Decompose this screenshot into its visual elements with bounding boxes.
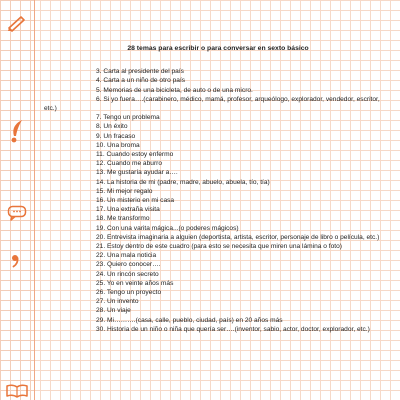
item-number: 25. xyxy=(96,279,106,287)
list-item xyxy=(44,76,392,85)
item-text: Me gustaría ayudar a…. xyxy=(107,169,178,177)
item-number: 5. xyxy=(96,86,102,94)
speech-bubble-icon xyxy=(7,205,27,221)
comma-icon xyxy=(11,254,21,268)
list-item xyxy=(44,325,392,334)
list-item xyxy=(44,95,392,113)
left-margin xyxy=(0,0,34,400)
list-item xyxy=(44,306,392,315)
list-item xyxy=(44,288,392,297)
topic-list xyxy=(44,67,392,334)
item-number: 11. xyxy=(96,151,105,159)
list-item xyxy=(44,242,392,251)
item-text: Mi mejor regalo xyxy=(107,187,153,195)
item-number: 4. xyxy=(96,77,102,85)
list-item xyxy=(44,168,392,177)
list-item xyxy=(44,214,392,223)
list-item xyxy=(44,113,392,122)
item-number: 30. xyxy=(96,325,106,333)
item-number: 15. xyxy=(96,187,106,195)
list-item xyxy=(44,279,392,288)
item-number: 7. xyxy=(96,114,102,122)
item-text: Me transformo xyxy=(107,215,150,223)
item-text: Mi……….(casa, calle, pueblo, ciudad, país) en 20 años más xyxy=(107,316,283,324)
item-number: 13. xyxy=(96,169,106,177)
item-number: 10. xyxy=(96,141,106,149)
list-item xyxy=(44,196,392,205)
item-text: Tengo un problema xyxy=(103,114,160,122)
list-item xyxy=(44,316,392,325)
list-item xyxy=(44,251,392,260)
list-item xyxy=(44,67,392,76)
list-item xyxy=(44,205,392,214)
item-number: 18. xyxy=(96,215,106,223)
list-item xyxy=(44,233,392,242)
item-text: Tengo un proyecto xyxy=(106,289,162,297)
item-text: Carta a un niño de otro país xyxy=(103,77,186,85)
list-item xyxy=(44,122,392,131)
item-text: Estoy dentro de este cuadro (para esto se necesita que miren una lámina o foto) xyxy=(107,243,342,251)
item-text: La historia de mi (padre, madre, abuelo, abuela, tío, tía) xyxy=(107,178,270,186)
list-item xyxy=(44,260,392,269)
list-item xyxy=(44,270,392,279)
item-text: Una extraña visita xyxy=(107,206,160,214)
item-number: 9. xyxy=(96,132,102,140)
item-text: Carta al presidente del país xyxy=(103,68,184,76)
item-number: 19. xyxy=(96,224,106,232)
item-text: Una broma xyxy=(107,141,140,149)
item-text: Un invento xyxy=(107,298,139,306)
pencil-icon xyxy=(6,14,28,32)
item-text: Un rincón secreto xyxy=(107,270,159,278)
list-item xyxy=(44,159,392,168)
item-text: Quiero conocer…. xyxy=(107,261,161,269)
item-text: Un éxito xyxy=(103,123,128,131)
item-number: 20. xyxy=(96,233,106,241)
item-text: Yo en veinte años más xyxy=(106,279,174,287)
item-number: 16. xyxy=(96,197,106,205)
item-number: 14. xyxy=(96,178,106,186)
document-title: 28 temas para escribir o para conversar en sexto básico xyxy=(127,45,309,52)
item-number: 12. xyxy=(96,160,106,168)
quill-icon xyxy=(8,118,26,144)
list-item xyxy=(44,86,392,95)
document-body xyxy=(44,44,392,334)
item-text: Si yo fuera….(carabinero, médico, mamá, profesor, arqueólogo, explorador, vendedor, escritor, etc.) xyxy=(44,95,380,113)
item-text: Un misterio en mi casa xyxy=(107,197,175,205)
item-text: Entrevista imaginaria a alguien (deportista, artista, escritor, personaje de libro o película, etc.) xyxy=(107,233,380,241)
list-item xyxy=(44,132,392,141)
list-item xyxy=(44,178,392,187)
item-text: Cuando me aburro xyxy=(107,160,162,168)
item-number: 26. xyxy=(96,289,106,297)
item-text: Cuando estoy enfermo xyxy=(106,151,174,159)
item-number: 27. xyxy=(96,298,106,306)
open-book-icon xyxy=(5,384,29,398)
margin-line xyxy=(34,0,35,400)
item-number: 6. xyxy=(96,95,102,103)
item-number: 29. xyxy=(96,316,106,324)
list-item xyxy=(44,224,392,233)
list-item xyxy=(44,297,392,306)
list-item xyxy=(44,141,392,150)
item-text: Con una varita mágica...(o poderes mágicos) xyxy=(107,224,239,232)
item-number: 24. xyxy=(96,270,106,278)
list-item xyxy=(44,187,392,196)
item-number: 23. xyxy=(96,261,106,269)
list-item xyxy=(44,150,392,159)
item-text: Un viaje xyxy=(107,307,131,315)
item-number: 22. xyxy=(96,252,106,260)
item-number: 8. xyxy=(96,123,102,131)
item-number: 3. xyxy=(96,68,102,76)
item-text: Una mala noticia xyxy=(107,252,157,260)
item-text: Memorias de una bicicleta, de auto o de una micro. xyxy=(103,86,253,94)
item-number: 28. xyxy=(96,307,106,315)
item-number: 21. xyxy=(96,243,106,251)
item-number: 17. xyxy=(96,206,106,214)
item-text: Un fracaso xyxy=(103,132,136,140)
item-text: Historia de un niño o niña que quería ser….(inventor, sabio, actor, doctor, explorador, etc.) xyxy=(107,325,370,333)
